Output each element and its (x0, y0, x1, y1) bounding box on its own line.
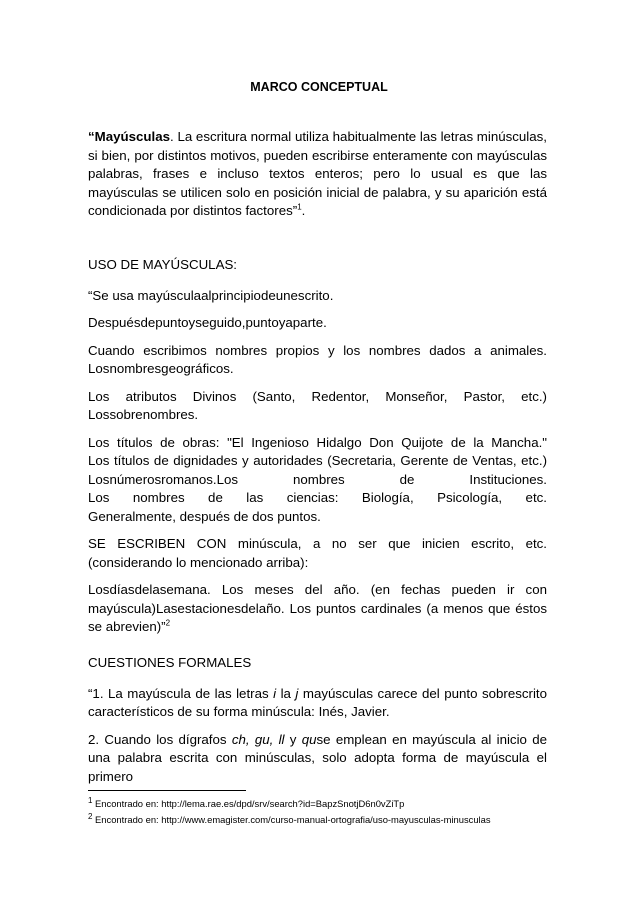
uso-p3-line-1: Cuando escribimos nombres propios y los nombres dados a animales. (88, 342, 547, 358)
cuestiones-p1-text-b: la (276, 685, 296, 701)
cuestiones-paragraph-1 (88, 685, 547, 722)
footnote-1-text[interactable]: Encontrado en: http://lema.rae.es/dpd/srv/search?id=BapzSnotjD6n0vZiTp (92, 798, 405, 809)
uso-p5-line-4: Los nombres de las ciencias: Biología, Psicología, etc. (88, 490, 547, 505)
uso-heading: USO DE MAYÚSCULAS: (88, 257, 238, 272)
footnote-separator (88, 790, 246, 791)
uso-p5-line-1: Los títulos de obras: "El Ingenioso Hidalgo Don Quijote de la Mancha." (88, 434, 547, 450)
digraph-qu: qu (301, 731, 317, 747)
uso-paragraph-5 (88, 434, 547, 527)
uso-p4-line-1: Los atributos Divinos (Santo, Redentor, Monseñor, Pastor, etc.) (88, 388, 547, 404)
letter-i: i (273, 685, 277, 701)
intro-paragraph (88, 128, 547, 221)
uso-paragraph-4 (88, 388, 547, 425)
cuestiones-heading: CUESTIONES FORMALES (88, 655, 252, 670)
uso-p5-line-5: Generalmente, después de dos puntos. (88, 508, 321, 524)
uso-paragraph-6: SE ESCRIBEN CON minúscula, a no ser que inicien escrito, etc. (considerando lo mencionado arriba): (88, 536, 547, 570)
footnote-2-text[interactable]: Encontrado en: http://www.emagister.com/curso-manual-ortografia/uso-mayusculas-minusculas (92, 814, 491, 825)
footnote-ref-1[interactable]: 1 (297, 202, 302, 212)
letter-j: j (295, 685, 299, 701)
uso-p4-line-2: Lossobrenombres. (88, 407, 199, 422)
intro-section (88, 128, 547, 230)
cuestiones-paragraph-2 (88, 731, 547, 787)
uso-section (88, 256, 547, 646)
footnote-1 (88, 795, 405, 810)
uso-paragraph-2: Despuésdepuntoyseguido,puntoyaparte. (88, 315, 327, 330)
footnote-2-mark: 2 (88, 811, 93, 821)
cuestiones-p2-text-a: 2. Cuando los dígrafos (88, 731, 232, 747)
page-title: MARCO CONCEPTUAL (250, 80, 388, 94)
uso-paragraph-1: “Se usa mayúsculaalprincipiodeunescrito. (88, 287, 334, 303)
intro-end: . (301, 203, 306, 218)
uso-p5-line-2: Los títulos de dignidades y autoridades (Secretaria, Gerente de Ventas, etc.) (88, 453, 547, 468)
uso-p7-text: Losdíasdelasemana. Los meses del año. (en fechas pueden ir con mayúscula)Lasestacionesdelaño. Los puntos cardinales (a menos que éstos se abrevien)” (88, 582, 547, 634)
cuestiones-p2-text-c: se emplean en mayúscula al inicio de una palabra escrita con minúsculas, solo adopta forma de mayúscula el primero (88, 731, 547, 784)
cuestiones-p1-text-c: mayúsculas carece del punto sobrescrito característicos de su forma minúscula: Inés, Javier. (88, 685, 547, 719)
cuestiones-p1-text-a: “1. La mayúscula de las letras (88, 685, 274, 701)
uso-paragraph-7 (88, 581, 547, 637)
footnote-ref-2[interactable]: 2 (165, 618, 171, 628)
intro-text: . La escritura normal utiliza habitualmente las letras minúsculas, si bien, por distintos motivos, pueden escribirse enteramente con mayúsculas palabras, frases e incluso textos enteros; pero lo usual es que las mayúsculas se utilicen solo en posición inicial de palabra, y su aparición está condicionada por distintos factores” (88, 129, 547, 218)
intro-term: “Mayúsculas (88, 129, 171, 144)
uso-paragraph-3 (88, 342, 547, 379)
digraphs-list: ch, gu, ll (231, 731, 285, 747)
uso-p3-line-2: Losnombresgeográficos. (88, 361, 234, 376)
cuestiones-section (88, 654, 547, 786)
uso-p5-line-3: Losnúmerosromanos.Los nombres de Instituciones. (88, 471, 547, 487)
cuestiones-p2-text-b: y (284, 731, 302, 747)
footnote-1-mark: 1 (88, 795, 93, 805)
footnote-2 (88, 811, 491, 826)
